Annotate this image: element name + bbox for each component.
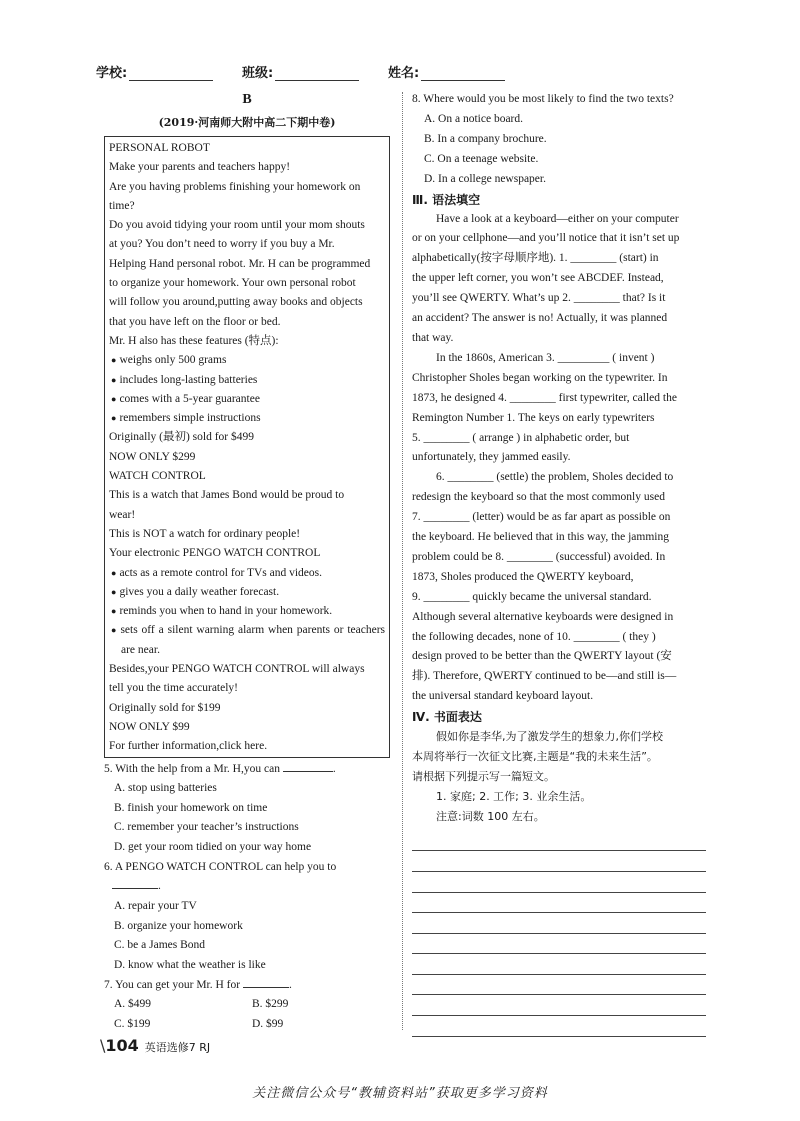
grammar-line: that way.: [412, 331, 454, 344]
option-b[interactable]: B. organize your homework: [114, 919, 243, 932]
passage-text: comes with a 5-year guarantee: [119, 392, 260, 405]
option-d[interactable]: D. know what the weather is like: [114, 959, 266, 972]
grammar-line: you’ll see QWERTY. What’s up 2. ________ that? Is it: [412, 292, 666, 305]
passage-line: [109, 313, 385, 332]
writing-prompt-line: 本周将举行一次征文比赛,主题是“我的未来生活”。: [412, 750, 658, 764]
bullet-icon: ●: [111, 413, 117, 424]
question-list: [104, 760, 390, 1035]
passage-line: [109, 718, 385, 737]
class-label: 班级:: [242, 66, 274, 81]
passage-line: [109, 216, 385, 235]
passage-text: PERSONAL ROBOT: [109, 142, 210, 154]
writing-line[interactable]: [412, 975, 706, 996]
left-column: [104, 90, 390, 1035]
passage-line[interactable]: [109, 737, 385, 756]
passage-line: [109, 486, 385, 505]
grammar-passage: [412, 210, 706, 708]
passage-bullet-line: [109, 371, 385, 390]
writing-hint-line: 1. 家庭; 2. 工作; 3. 业余生活。: [436, 789, 592, 803]
passage-text: Besides,your PENGO WATCH CONTROL will always: [109, 663, 365, 676]
reading-passage-box: [104, 136, 390, 758]
passage-bullet-line: [109, 564, 385, 583]
grammar-line: 排). Therefore, QWERTY continued to be—and still is—: [412, 670, 677, 683]
passage-line: [109, 660, 385, 679]
option-a[interactable]: A. $499: [114, 998, 152, 1011]
grammar-line: 9. ________ quickly became the universal standard.: [412, 590, 652, 603]
grammar-line: or on your cellphone—and you’ll notice that it isn’t set up: [412, 232, 680, 245]
passage-line: [109, 332, 385, 351]
passage-bullet-line: [109, 390, 385, 409]
writing-note-line: 注意:词数 100 左右。: [436, 809, 545, 823]
passage-text: that you have left on the floor or bed.: [109, 315, 281, 328]
passage-line: [109, 679, 385, 698]
passage-text: gives you a daily weather forecast.: [119, 585, 280, 598]
grammar-line: Although several alternative keyboards were designed in: [412, 610, 674, 623]
option-c[interactable]: C. remember your teacher’s instructions: [114, 821, 299, 834]
passage-line: [109, 255, 385, 274]
grammar-line: problem could be 8. ________ (successful) avoided. In: [412, 550, 666, 563]
grammar-line: redesign the keyboard so that the most commonly used: [412, 491, 665, 504]
passage-line: [109, 293, 385, 312]
question-stem-end: .: [332, 762, 336, 775]
writing-area[interactable]: [412, 831, 706, 1037]
grammar-line: 5. ________ ( arrange ) in alphabetic order, but: [412, 431, 630, 444]
passage-line: [109, 448, 385, 467]
grammar-line: design proved to be better than the QWERTY layout (安: [412, 650, 672, 663]
grammar-line: 7. ________ (letter) would be as far apart as possible on: [412, 511, 671, 524]
passage-text: acts as a remote control for TVs and videos.: [119, 566, 323, 579]
bullet-icon: ●: [111, 625, 118, 636]
passage-line: [109, 274, 385, 293]
question-stem-end: .: [158, 880, 161, 893]
page-number: 104: [105, 1036, 139, 1055]
passage-line: [109, 544, 385, 563]
passage-text: Mr. H also has these features (特点):: [109, 334, 279, 347]
passage-text: includes long-lasting batteries: [119, 373, 258, 386]
passage-bullet-line: [109, 602, 385, 621]
page-footer: [100, 1036, 210, 1055]
passage-text: weighs only 500 grams: [119, 354, 227, 367]
writing-line[interactable]: [412, 913, 706, 934]
passage-text: Make your parents and teachers happy!: [109, 161, 291, 174]
passage-text: NOW ONLY $299: [109, 450, 196, 463]
writing-line[interactable]: [412, 872, 706, 893]
passage-text: Originally sold for $199: [109, 701, 221, 714]
writing-prompt-line: 请根据下列提示写一篇短文。: [412, 770, 555, 783]
options-row-ab: [104, 995, 390, 1015]
passage-bullet-line: [109, 621, 385, 660]
options-row-cd: [104, 1015, 390, 1035]
grammar-line: 1873, Sholes produced the QWERTY keyboard,: [412, 570, 634, 583]
option-a[interactable]: A. On a notice board.: [424, 112, 523, 125]
grammar-line: Remington Number 1. The keys on early typewriters: [412, 411, 655, 424]
passage-line: [109, 699, 385, 718]
passage-bullet-line: [109, 351, 385, 370]
question-6: [104, 858, 390, 878]
section-letter: B: [242, 92, 252, 107]
option-a[interactable]: A. repair your TV: [114, 900, 197, 913]
passage-line: [109, 525, 385, 544]
answer-blank: [243, 976, 289, 988]
bullet-icon: ●: [111, 606, 117, 617]
bullet-icon: ●: [111, 374, 117, 385]
writing-prompt-line: 假如你是李华,为了激发学生的想象力,你们学校: [436, 730, 663, 744]
grammar-line: In the 1860s, American 3. _________ ( invent ): [436, 351, 655, 364]
writing-line[interactable]: [412, 954, 706, 975]
school-field: [96, 62, 213, 81]
exam-source: (2019·河南师大附中高二下期中卷): [158, 116, 336, 129]
passage-line: [109, 428, 385, 447]
writing-line[interactable]: [412, 1016, 706, 1037]
passage-text: reminds you when to hand in your homework.: [119, 605, 333, 618]
option-c[interactable]: C. $199: [114, 1018, 151, 1031]
grammar-line: unfortunately, they jammed easily.: [412, 451, 571, 464]
passage-text: WATCH CONTROL: [109, 470, 206, 483]
book-title: 英语选修7 RJ: [144, 1041, 211, 1054]
bullet-icon: ●: [111, 393, 117, 404]
passage-bullet-line: [109, 583, 385, 602]
watermark-text: 关注微信公众号“教辅资料站”获取更多学习资料: [252, 1086, 548, 1101]
passage-text: This is a watch that James Bond would be proud to: [109, 489, 345, 502]
school-blank[interactable]: [129, 68, 213, 81]
question-6-blank-line: [104, 877, 390, 897]
option-d[interactable]: D. get your room tidied on your way home: [114, 841, 312, 854]
footer-slash: \: [100, 1036, 106, 1055]
passage-line: [109, 139, 385, 158]
writing-line[interactable]: [412, 934, 706, 955]
passage-text: NOW ONLY $99: [109, 720, 190, 733]
option-c[interactable]: C. On a teenage website.: [424, 152, 539, 165]
passage-text: to organize your homework. Your own personal robot: [109, 277, 356, 290]
grammar-line: the keyboard. He believed that in this way, the jamming: [412, 531, 669, 544]
grammar-section-heading: Ⅲ. 语法填空: [412, 192, 481, 207]
passage-line: [109, 158, 385, 177]
question-7: [104, 976, 390, 996]
passage-text: remembers simple instructions: [119, 412, 261, 425]
class-blank[interactable]: [275, 68, 359, 81]
grammar-line: Have a look at a keyboard—either on your computer: [436, 212, 679, 225]
grammar-line: Christopher Sholes began working on the typewriter. In: [412, 371, 668, 384]
passage-text: at you? You don’t need to worry if you buy a Mr.: [109, 238, 335, 251]
writing-section-heading: Ⅳ. 书面表达: [412, 710, 482, 725]
option-d[interactable]: D. In a college newspaper.: [424, 172, 546, 185]
school-label: 学校:: [96, 66, 128, 81]
passage-text: time?: [109, 199, 135, 212]
passage-line: [109, 178, 385, 197]
grammar-line: alphabetically(按字母顺序地). 1. ________ (start) in: [412, 252, 659, 265]
class-field: [242, 62, 359, 81]
answer-blank: [112, 877, 158, 889]
question-8: 8. Where would you be most likely to find the two texts?: [412, 93, 674, 105]
option-d[interactable]: D. $99: [252, 1018, 284, 1031]
grammar-line: the following decades, none of 10. ________ ( they ): [412, 630, 656, 643]
option-b[interactable]: B. In a company brochure.: [424, 132, 547, 145]
option-a[interactable]: A. stop using batteries: [114, 782, 217, 795]
right-column: [412, 90, 706, 1037]
writing-line[interactable]: [412, 893, 706, 914]
name-blank[interactable]: [421, 68, 505, 81]
passage-text: For further information,click here.: [109, 740, 268, 753]
bullet-icon: ●: [111, 586, 117, 597]
name-label: 姓名:: [388, 66, 420, 81]
passage-text: wear!: [109, 508, 136, 521]
passage-text: Are you having problems finishing your homework on: [109, 180, 361, 193]
answer-blank: [283, 760, 333, 772]
passage-text: tell you the time accurately!: [109, 682, 238, 695]
passage-text: will follow you around,putting away books and objects: [109, 296, 363, 309]
passage-text: This is NOT a watch for ordinary people!: [109, 527, 301, 540]
question-stem: 7. You can get your Mr. H for: [104, 978, 241, 991]
grammar-line: 1873, he designed 4. ________ first typewriter, called the: [412, 391, 677, 404]
passage-text: Do you avoid tidying your room until your mom shouts: [109, 219, 365, 232]
question-stem: 5. With the help from a Mr. H,you can: [104, 762, 280, 775]
passage-line: [109, 235, 385, 254]
question-stem: 6. A PENGO WATCH CONTROL can help you to: [104, 860, 337, 873]
question-5: [104, 760, 390, 780]
passage-text: Your electronic PENGO WATCH CONTROL: [109, 547, 321, 560]
bullet-icon: ●: [111, 355, 117, 366]
writing-line[interactable]: [412, 851, 706, 872]
option-b[interactable]: B. $299: [252, 998, 289, 1011]
writing-line[interactable]: [412, 831, 706, 852]
passage-line: [109, 467, 385, 486]
passage-text: Helping Hand personal robot. Mr. H can be programmed: [109, 257, 371, 270]
option-c[interactable]: C. be a James Bond: [114, 939, 206, 952]
column-divider: [402, 92, 404, 1030]
passage-line: [109, 197, 385, 216]
student-info-header: [96, 62, 716, 86]
option-b[interactable]: B. finish your homework on time: [114, 801, 268, 814]
grammar-line: 6. ________ (settle) the problem, Sholes decided to: [436, 471, 674, 484]
writing-line[interactable]: [412, 995, 706, 1016]
name-field: [388, 62, 505, 81]
grammar-line: the upper left corner, you won’t see ABCDEF. Instead,: [412, 272, 664, 285]
passage-bullet-line: [109, 409, 385, 428]
passage-text: sets off a silent warning alarm when parents or teachers are near.: [120, 624, 385, 656]
bullet-icon: ●: [111, 567, 117, 578]
grammar-line: the universal standard keyboard layout.: [412, 690, 594, 703]
question-stem-end: .: [288, 978, 292, 991]
grammar-line: an accident? The answer is no! Actually, it was planned: [412, 312, 668, 325]
passage-line: [109, 506, 385, 525]
passage-text: Originally (最初) sold for $499: [109, 431, 255, 444]
